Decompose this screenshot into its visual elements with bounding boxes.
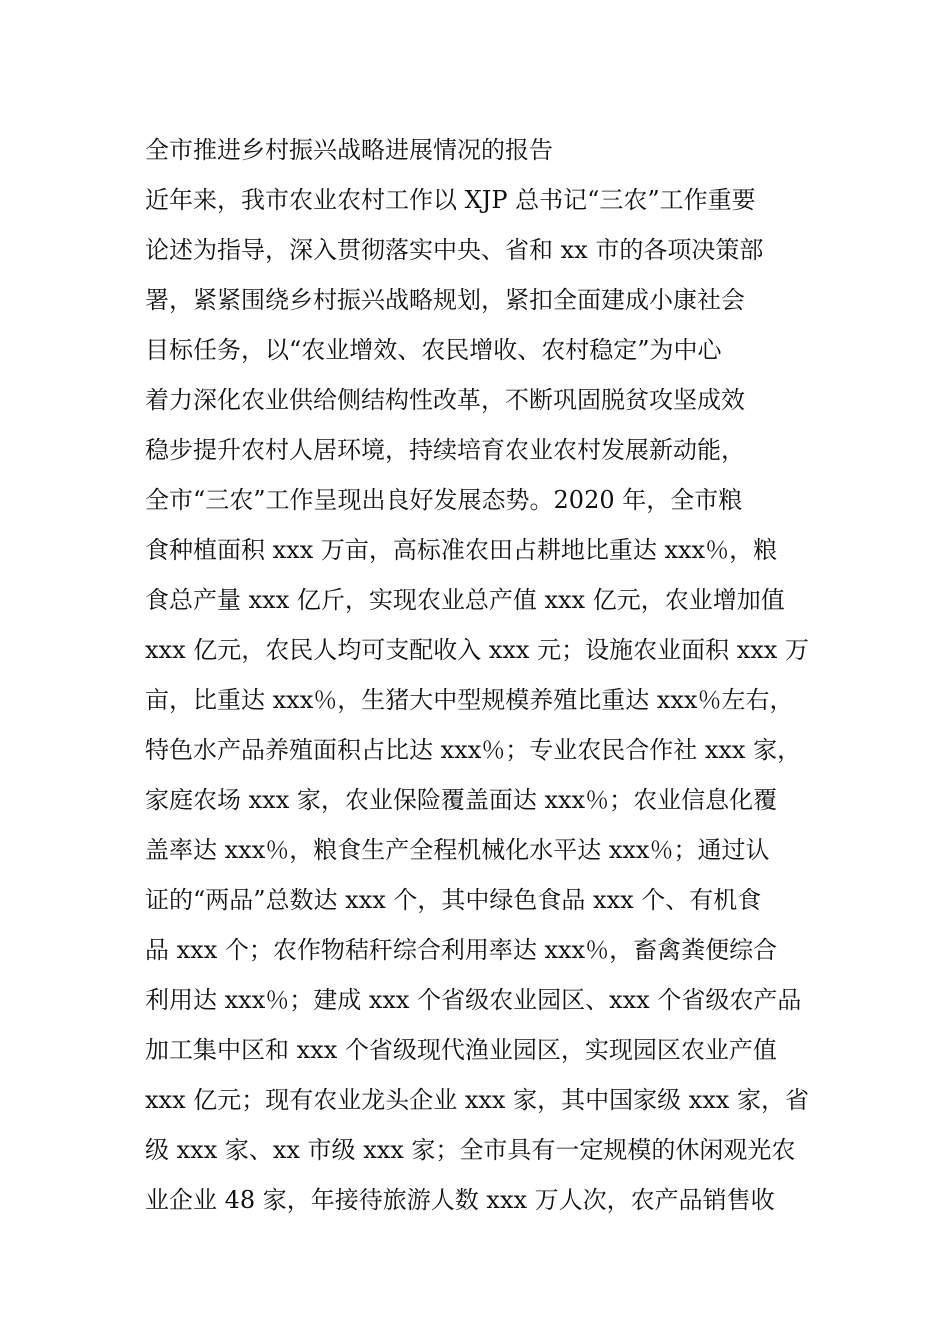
body-line: 家庭农场 xxx 家，农业保险覆盖面达 xxx％；农业信息化覆: [145, 786, 778, 814]
body-line: 论述为指导，深入贯彻落实中央、省和 xx 市的各项决策部: [145, 236, 764, 264]
body-line: 利用达 xxx％；建成 xxx 个省级农业园区、xxx 个省级农产品: [145, 986, 802, 1014]
body-line: 盖率达 xxx％，粮食生产全程机械化水平达 xxx％；通过认: [145, 836, 770, 864]
body-line: 近年来，我市农业农村工作以 XJP 总书记“三农”工作重要: [145, 186, 756, 214]
body-line: 品 xxx 个；农作物秸秆综合利用率达 xxx％，畜禽粪便综合: [145, 936, 778, 964]
body-line: xxx 亿元，农民人均可支配收入 xxx 元；设施农业面积 xxx 万: [145, 636, 809, 664]
body-line: 食总产量 xxx 亿斤，实现农业总产值 xxx 亿元，农业增加值: [145, 586, 785, 614]
body-line: 全市“三农”工作呈现出良好发展态势。2020 年，全市粮: [145, 486, 743, 514]
body-line: 特色水产品养殖面积占比达 xxx％；专业农民合作社 xxx 家，: [145, 736, 802, 764]
document-title: 全市推进乡村振兴战略进展情况的报告: [145, 136, 553, 164]
body-line: 证的“两品”总数达 xxx 个，其中绿色食品 xxx 个、有机食: [145, 886, 762, 914]
body-line: 稳步提升农村人居环境，持续培育农业农村发展新动能，: [145, 436, 745, 464]
body-line: 业企业 48 家，年接待旅游人数 xxx 万人次，农产品销售收: [145, 1186, 775, 1214]
body-line: 食种植面积 xxx 万亩，高标准农田占耕地比重达 xxx％，粮: [145, 536, 778, 564]
body-line: 亩，比重达 xxx％，生猪大中型规模养殖比重达 xxx％左右，: [145, 686, 794, 714]
body-line: 级 xxx 家、xx 市级 xxx 家；全市具有一定规模的休闲观光农: [145, 1136, 796, 1164]
body-line: 着力深化农业供给侧结构性改革，不断巩固脱贫攻坚成效: [145, 386, 745, 414]
body-line: 加工集中区和 xxx 个省级现代渔业园区，实现园区农业产值: [145, 1036, 777, 1064]
body-line: 署，紧紧围绕乡村振兴战略规划，紧扣全面建成小康社会: [145, 286, 745, 314]
body-line: 目标任务，以“农业增效、农民增收、农村稳定”为中心: [145, 336, 722, 364]
body-line: xxx 亿元；现有农业龙头企业 xxx 家，其中国家级 xxx 家，省: [145, 1086, 809, 1114]
document-body: [145, 175, 845, 1225]
